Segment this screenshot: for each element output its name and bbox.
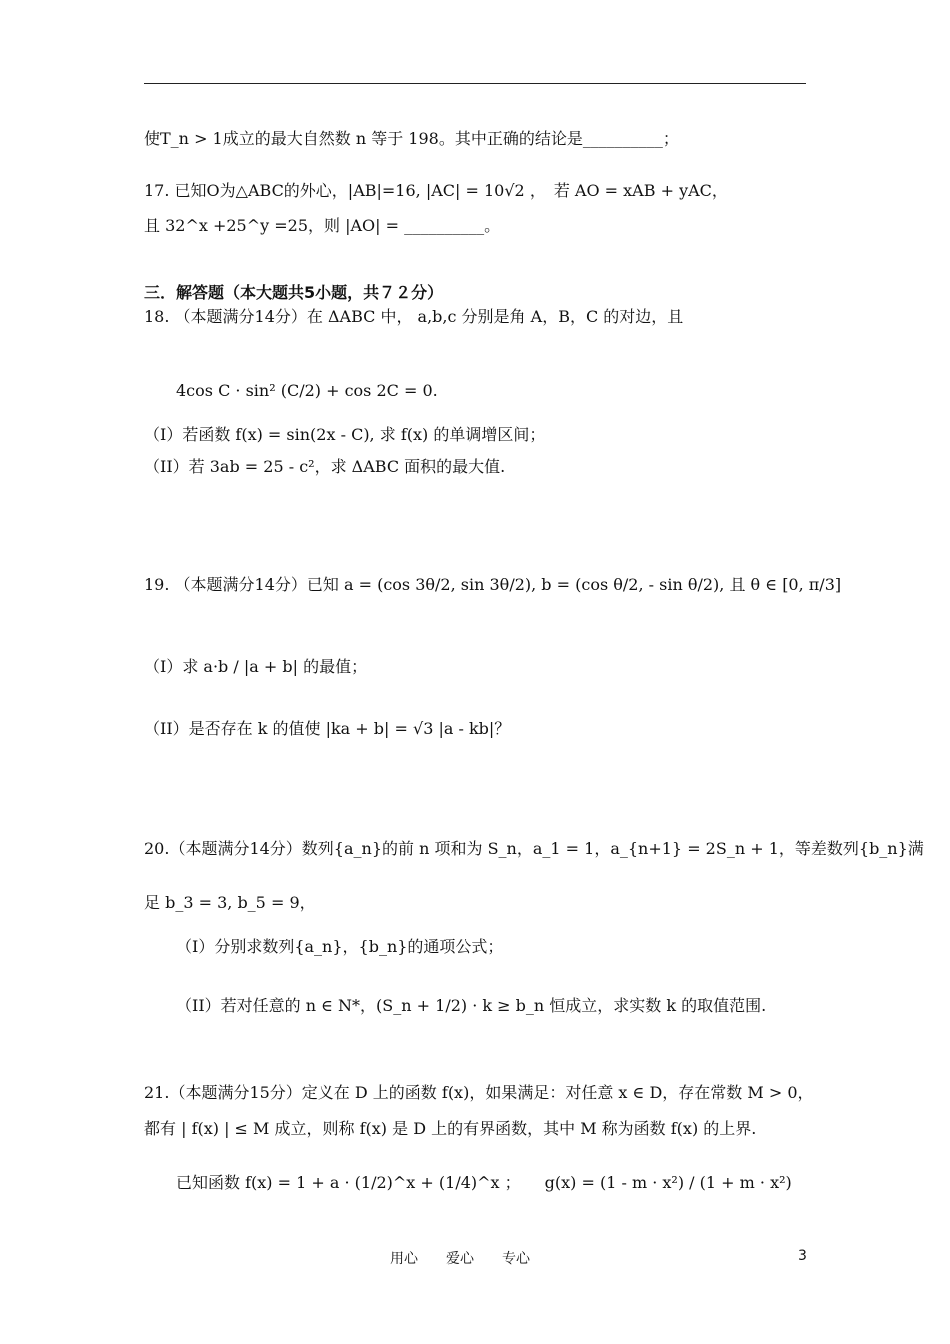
line-l1: 使T_n > 1成立的最大自然数 n 等于 198。其中正确的结论是__________； [144,129,679,148]
question-21-line-1: 21.（本题满分15分）定义在 D 上的函数 f(x)，如果满足：对任意 x ∈ D，存在常数 M > 0， [144,1083,814,1102]
question-20-part-1: （I）分别求数列{a_n}，{b_n}的通项公式； [176,937,504,956]
question-20-part-2: （II）若对任意的 n ∈ N*，(S_n + 1/2) · k ≥ b_n 恒成立，求实数 k 的取值范围. [176,996,767,1015]
page-number: 3 [798,1248,807,1264]
question-19-part-1: （I）求 a·b / |a + b| 的最值； [144,657,368,676]
question-18-part-1: （I）若函数 f(x) = sin(2x - C), 求 f(x) 的单调增区间； [144,425,546,444]
question-21-line-2: 都有 | f(x) | ≤ M 成立，则称 f(x) 是 D 上的有界函数，其中 M 称为函数 f(x) 的上界. [144,1119,757,1138]
footer-text: 用心 爱心 专心 [390,1251,530,1267]
question-21-line-3: 已知函数 f(x) = 1 + a · (1/2)^x + (1/4)^x ； g(x) = (1 - m · x²) / (1 + m · x²) [176,1173,792,1192]
question-18-equation: 4cos C · sin² (C/2) + cos 2C = 0. [176,381,438,400]
section-3-heading: 三．解答题（本大题共5小题，共７２分） [144,283,444,302]
question-19-line-1: 19. （本题满分14分）已知 a = (cos 3θ/2, sin 3θ/2), b = (cos θ/2, - sin θ/2), 且 θ ∈ [0, π/3] [144,575,842,594]
question-19-part-2: （II）是否存在 k 的值使 |ka + b| = √3 |a - kb|？ [144,719,511,738]
question-17-line-2: 且 32^x +25^y =25，则 |AO| = __________。 [144,216,501,235]
question-18-part-2: （II）若 3ab = 25 - c²，求 ΔABC 面积的最大值. [144,457,506,476]
question-17-line-1: 17. 已知O为△ABC的外心，|AB|=16, |AC| = 10√2 ， 若 AO = xAB + yAC， [144,181,728,200]
question-20-line-2: 足 b_3 = 3, b_5 = 9， [144,893,316,912]
question-18-line-1: 18. （本题满分14分）在 ΔABC 中， a,b,c 分别是角 A，B，C 的对边，且 [144,307,684,326]
header-rule [144,83,806,84]
question-20-line-1: 20.（本题满分14分）数列{a_n}的前 n 项和为 S_n，a_1 = 1，a_{n+1} = 2S_n + 1，等差数列{b_n}满 [144,839,924,858]
